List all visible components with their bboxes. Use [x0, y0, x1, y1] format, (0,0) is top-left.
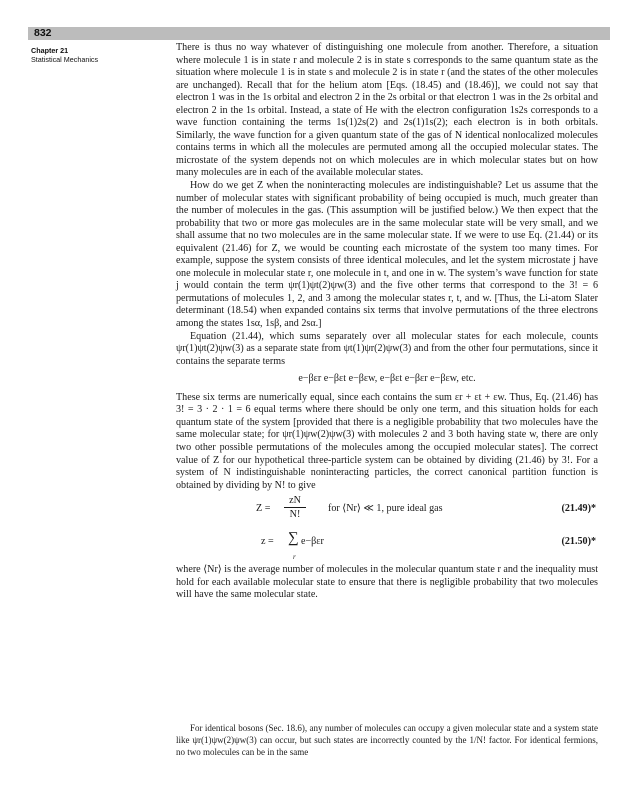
eq2-lhs: z = — [261, 536, 274, 548]
chapter-sidebar — [31, 46, 161, 64]
eq1-lhs: Z = — [256, 503, 271, 515]
eq1-fraction — [284, 495, 306, 520]
equation-21-49 — [176, 494, 598, 528]
page-header-bar — [28, 27, 610, 40]
eq2-sum-index: r — [293, 553, 296, 562]
exponential-terms: e−βεr e−βεt e−βεw, e−βεt e−βεr e−βεw, etc. — [298, 373, 476, 385]
eq1-number: (21.49)* — [561, 503, 596, 515]
eq2-number: (21.50)* — [561, 536, 596, 548]
chapter-title: Statistical Mechanics — [31, 55, 99, 64]
equation-21-50 — [176, 530, 598, 560]
main-text — [176, 42, 598, 602]
page-number: 832 — [34, 27, 52, 39]
paragraph-4: These six terms are numerically equal, since each contains the sum εr + εt + εw. Thus, Eq. (21.46) has 3! = 3 · 2 · 1 = 6 equal terms where there should be only one term, and this situation holds for each quantum state of the system [provided that there is a negligible probability that two molecules have the same molecular state; for ψr(1)ψw(2)ψw(3) with molecules 2 and 3 both having state w, there are only two other possible permutations of the molecules among the occupied molecular states]. The correct value of Z for our hypothetical three-particle system can be obtained by dividing (21.46) by 3!. For a system of N indistinguishable noninteracting particles, the correct canonical partition function is obtained by dividing by N! to give — [176, 391, 598, 491]
eq2-sum-symbol: ∑ — [288, 530, 299, 547]
paragraph-3: Equation (21.44), which sums separately over all molecular states for each molecule, counts ψr(1)ψt(2)ψw(3) as a separate state from ψt(1)ψr(2)ψw(3) and from the other four permutations, since it contains the separate terms — [176, 330, 598, 367]
footnote: For identical bosons (Sec. 18.6), any number of molecules can occupy a given molecular state and a system state like ψr(1)ψw(2)ψw(3) can occur, but such states are incorrectly counted by the 1/N! factor. For identical fermions, no two molecules can be in the same — [176, 723, 598, 758]
eq1-denominator: N! — [289, 509, 301, 521]
paragraph-2: How do we get Z when the noninteracting molecules are indistinguishable? Let us assume that the number of molecular states with significant probability of being occupied is much, much greater than the number of molecules in the gas. (This assumption will be justified below.) We then expect that the probability that two or more gas molecules are in the same molecular state will be very small, and we shall assume that no two molecules are in the same molecular state. If we were to use Eq. (21.44) or its equivalent (21.46) for Z, we would be counting each microstate of the system too many times. For example, suppose the system consists of three identical molecules, and let the system microstate j have one molecule in molecular state r, one molecule in t, and one in w. The system’s wave function for state j would contain the term ψr(1)ψt(2)ψw(3) and the five other terms that correspond to the 3! = 6 permutations of molecules 1, 2, and 3 among the molecular states r, t, and w. [Thus, the Li-atom Slater determinant (18.54) when expanded contains six terms that involve permutations of the three electrons among the states 1sα, 1sβ, and 2sα.] — [176, 180, 598, 330]
chapter-label: Chapter 21 — [31, 46, 69, 55]
eq1-condition: for ⟨Nr⟩ ≪ 1, pure ideal gas — [328, 503, 443, 515]
paragraph-1: There is thus no way whatever of distinguishing one molecule from another. Therefore, a situation where molecule 1 is in state r and molecule 2 is in state s corresponds to the same quantum state as the situation where molecule 1 is in state s and molecule 2 is in state r (and the states of the other molecules are unchanged). Recall that for the helium atom [Eqs. (18.45) and (18.46)], we could not say that electron 1 was in the 1s orbital and electron 2 in the 2s orbital or that electron 1 was in the 2s orbital and electron 2 in the 1s orbital. Instead, a state of He with the electron configuration 1s2s corresponds to a wave function containing the terms 1s(1)2s(2) and 2s(1)1s(2); each electron is in both orbitals. Similarly, the wave function for a given quantum state of the gas of N identical nonlocalized molecules contains terms in which all the molecules are permuted among all the occupied molecular states. The microstate of the system depends not on which molecules are in which molecular states but on how many molecules are in each of the available molecular states. — [176, 42, 598, 179]
eq1-numerator: zN — [284, 495, 306, 508]
eq2-rhs: e−βεr — [301, 536, 324, 548]
paragraph-5: where ⟨Nr⟩ is the average number of molecules in the molecular quantum state r and the inequality must hold for each available molecular state to ensure that there is negligible probability that two molecules will have the same molecular state. — [176, 564, 598, 601]
